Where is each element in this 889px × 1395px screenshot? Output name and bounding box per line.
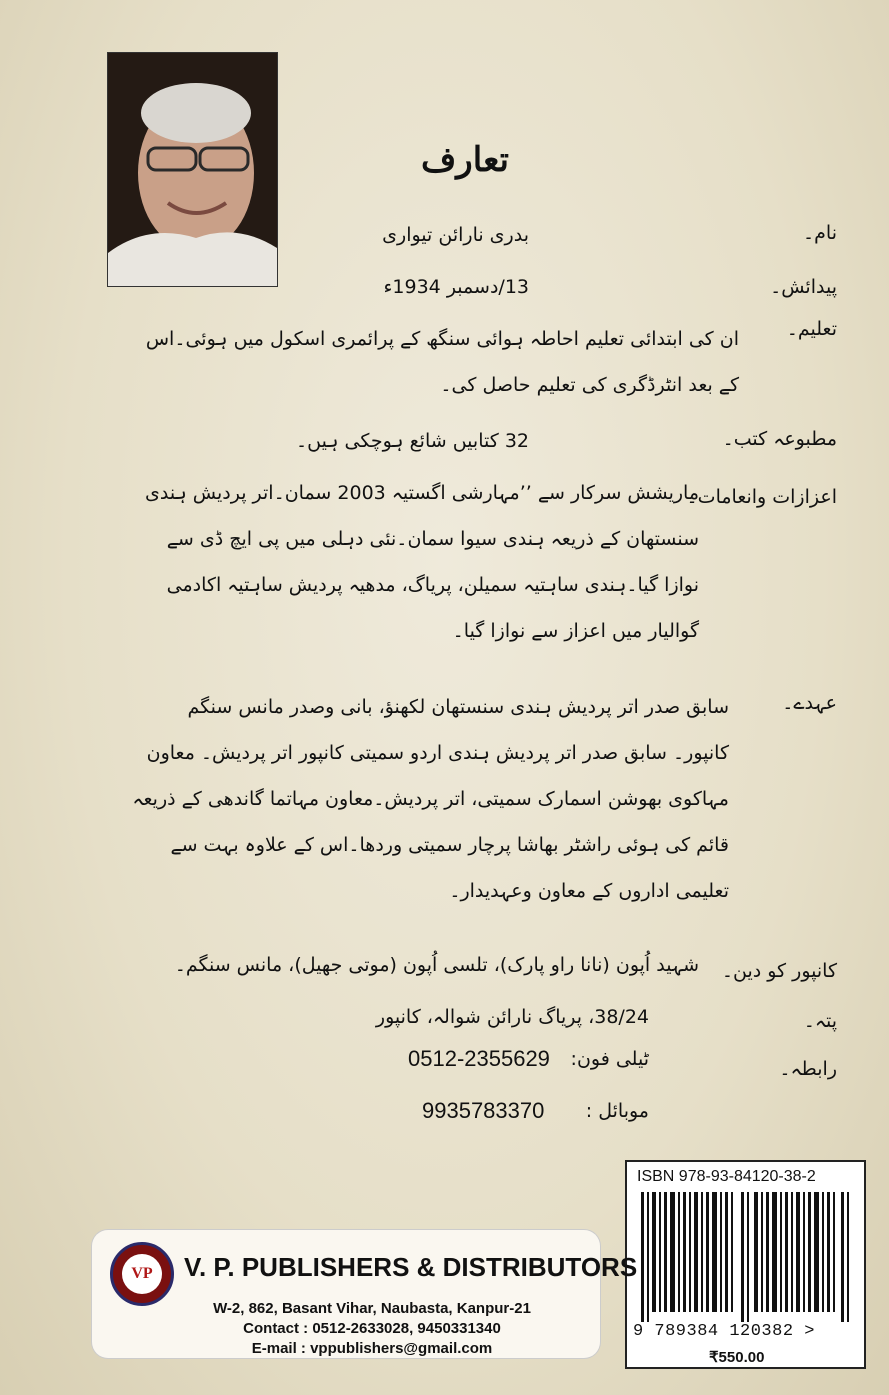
isbn-number: ISBN 978-93-84120-38-2	[637, 1168, 816, 1185]
phone-number: 0512-2355629	[408, 1046, 550, 1071]
mobile-label: موبائل :	[585, 1100, 649, 1122]
value-name: بدری نارائن تیواری	[382, 224, 529, 246]
publisher-logo	[110, 1242, 174, 1306]
publisher-address: W-2, 862, Basant Vihar, Naubasta, Kanpur-21	[213, 1300, 531, 1317]
value-birth: 13/دسمبر 1934ء	[383, 276, 529, 298]
label-education: تعلیم۔	[786, 318, 837, 340]
value-contribution: شہید اُپون (نانا راو پارک)، تلسی اُپون (موتی جھیل)، مانس سنگم۔	[174, 954, 699, 976]
barcode-digits: 9 789384 120382 >	[633, 1322, 815, 1341]
value-address: 38/24، پریاگ نارائن شوالہ، کانپور	[375, 1006, 649, 1028]
value-education: ان کی ابتدائی تعلیم احاطہ ہوائی سنگھ کے پرائمری اسکول میں ہوئی۔اس کے بعد انٹرڈگری کی تعلیم حاصل کی۔	[145, 328, 739, 396]
value-awards: ماریشش سرکار سے ’’مہارشی اگستیہ 2003 سمان۔اتر پردیش ہندی سنستھان کے ذریعہ ہندی سیوا سمان۔نئی دہلی میں پی ایچ ڈی سے نوازا گیا۔ہندی ساہتیہ سمیلن، پریاگ، مدھیہ پردیش ساہتیہ اکادمی گوالیار میں اعزاز سے نوازا گیا۔	[144, 482, 699, 642]
publisher-logo-text: VP	[122, 1254, 162, 1294]
publisher-contact: Contact : 0512-2633028, 9450331340	[243, 1320, 501, 1337]
label-positions: عہدے۔	[782, 692, 837, 714]
price: ₹550.00	[709, 1349, 765, 1366]
isbn-barcode-box	[625, 1160, 866, 1369]
label-contribution: کانپور کو دین۔	[721, 960, 837, 982]
label-published-books: مطبوعہ کتب۔	[722, 428, 837, 450]
publisher-name: V. P. PUBLISHERS & DISTRIBUTORS	[184, 1252, 638, 1282]
barcode-icon	[641, 1192, 851, 1322]
label-awards: اعزازات وانعامات۔	[686, 486, 837, 508]
value-positions: سابق صدر اتر پردیش ہندی سنستھان لکھنؤ، بانی وصدر مانس سنگم کانپور۔ سابق صدر اتر پردیش ہندی اردو سمیتی کانپور اتر پردیش۔ معاون مہاکوی بھوشن اسمارک سمیتی، اتر پردیش۔معاون مہاتما گاندھی کے ذریعہ قائم کی ہوئی راشٹر بھاشا پرچار سمیتی وردھا۔اس کے علاوہ بہت سے تعلیمی اداروں کے معاون وعہدیدار۔	[132, 696, 729, 902]
author-photo	[107, 52, 278, 287]
value-published-books: 32 کتابیں شائع ہوچکی ہیں۔	[296, 430, 529, 452]
label-birth: پیدائش۔	[770, 276, 837, 298]
label-address: پتہ۔	[803, 1010, 837, 1032]
label-contact: رابطہ۔	[779, 1058, 837, 1080]
phone-label: ٹیلی فون:	[570, 1048, 649, 1070]
page-title: تعارف	[421, 140, 509, 180]
publisher-card	[92, 1230, 638, 1358]
mobile-number: 9935783370	[422, 1098, 545, 1123]
label-name: نام۔	[803, 222, 837, 244]
publisher-email: E-mail : vppublishers@gmail.com	[251, 1340, 493, 1357]
